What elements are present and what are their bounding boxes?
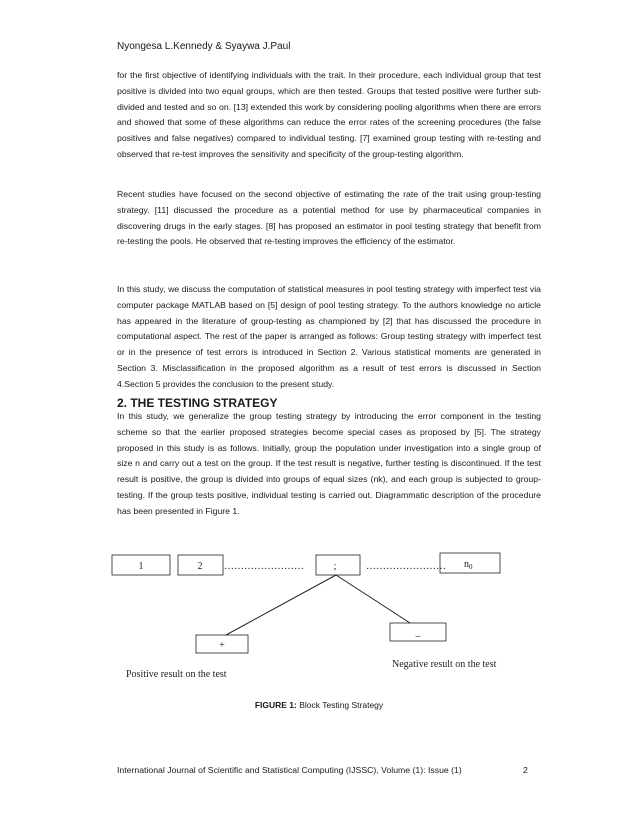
box-1-label: 1 bbox=[138, 561, 144, 572]
box-middle-label: ; bbox=[333, 561, 337, 572]
section-body: In this study, we generalize the group testing strategy by introducing the error component in the testing scheme so that the earlier proposed strategies become special cases as proposed by [5]. The strategy proposed in this study is as follows. Initially, group the population under investigation into a single group of size n and carry out a test on the group. If the test result is negative, further testing is discontinued. If the test result is positive, the group is divided into groups of equal sizes (nk), and each group is subjected to group-testing. If the group tests positive, individual testing is carried out. Diagrammatic description of the procedure has been presented in Figure 1. bbox=[117, 411, 541, 516]
box-last-label: n bbox=[464, 559, 469, 570]
section-heading: 2. THE TESTING STRATEGY bbox=[117, 396, 278, 410]
branch-line-negative bbox=[336, 575, 410, 623]
page-number: 2 bbox=[523, 765, 528, 775]
box-1 bbox=[112, 555, 170, 575]
minus-symbol: _ bbox=[415, 627, 421, 638]
paragraph-1: for the first objective of identifying individuals with the trait. In their procedure, each individual group that test positive is divided into two equal groups, which are then tested. Groups that tested positive were further sub-divided and tested and so on. [13] extended this work by considering pooling algorithms when there are errors and showed that some of these algorithms can reduce the error rates of the screening procedures (the false positives and false negatives) compared to individual testing. [7] examined group testing with re-testing and observed that re-test improves the sensitivity and specificity of the group-testing algorithm. bbox=[117, 70, 541, 159]
figure-caption-text: Block Testing Strategy bbox=[296, 700, 384, 710]
dots-left: …………………… bbox=[224, 561, 304, 572]
positive-node bbox=[196, 635, 248, 653]
journal-footer: International Journal of Scientific and Statistical Computing (IJSSC), Volume (1): Issue (1) bbox=[117, 765, 462, 775]
block-testing-diagram bbox=[0, 545, 638, 690]
svg-text:n0 bbox=[464, 559, 473, 571]
branch-line-positive bbox=[226, 575, 336, 635]
running-header: Nyongesa L.Kennedy & Syaywa J.Paul bbox=[117, 41, 291, 52]
positive-result-label: Positive result on the test bbox=[126, 669, 227, 680]
paragraph-3: In this study, we discuss the computation of statistical measures in pool testing strategy with imperfect test via computer package MATLAB based on [5] design of pool testing strategy. To the authors knowledge no article has appeared in the literature of group-testing as championed by [2] that has discussed the procedure in computational aspect. The rest of the paper is arranged as follows: Group testing strategy with imperfect test or in the presence of test errors is introduced in Section 2. Various statistical moments are generated in Section 3. Misclassification in the proposed algorithm as a result of test errors is discussed in Section 4.Section 5 provides the conclusion to the present study. bbox=[117, 284, 541, 389]
box-last bbox=[440, 553, 500, 573]
box-2 bbox=[178, 555, 223, 575]
paragraph-2: Recent studies have focused on the second objective of estimating the rate of the trait using group-testing strategy. [11] discussed the procedure as a potential method for use by pharmaceutical companies in discovering drugs in the early stages. [8] has proposed an estimator in pool testing strategy that benefit from re-testing the pools. He observed that re-testing improves the efficiency of the estimator. bbox=[117, 189, 541, 247]
figure-caption bbox=[0, 700, 638, 710]
negative-result-label: Negative result on the test bbox=[392, 659, 497, 670]
dots-right: …………………… bbox=[366, 561, 446, 572]
figure-caption-label: FIGURE 1: bbox=[254, 700, 297, 710]
negative-node bbox=[390, 623, 446, 641]
box-middle bbox=[316, 555, 360, 575]
box-2-label: 2 bbox=[197, 561, 203, 572]
plus-symbol: + bbox=[219, 640, 225, 651]
box-last-subscript: 0 bbox=[469, 563, 473, 571]
